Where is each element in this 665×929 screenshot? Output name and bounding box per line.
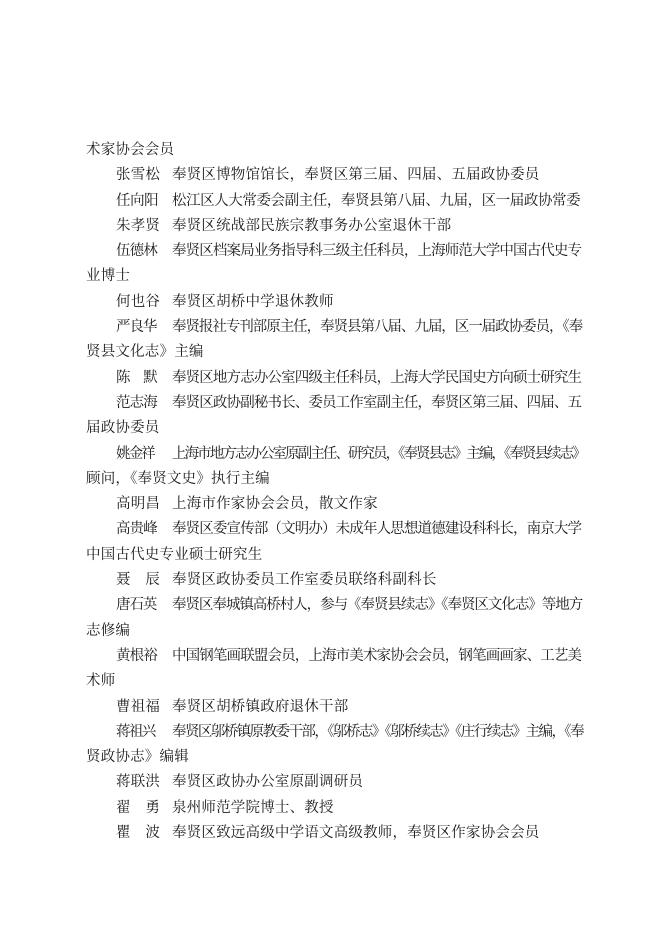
contributor-description: 奉贤区博物馆馆长，奉贤区第三届、四届、五届政协委员 <box>172 167 540 184</box>
contributor-entry <box>86 796 578 821</box>
contributor-name: 瞿 波 <box>116 825 161 842</box>
contributor-name: 任向阳 <box>116 192 159 209</box>
contributor-description: 奉贤区委宣传部（文明办）未成年人思想道德建设科科长，南京大学 <box>172 521 582 538</box>
contributor-name: 伍德林 <box>116 243 157 260</box>
contributor-name: 范志海 <box>116 394 157 411</box>
contributor-name: 何也谷 <box>116 293 161 310</box>
contributor-entry <box>86 391 582 416</box>
contributor-entry <box>86 163 578 188</box>
contributor-name: 曹祖福 <box>116 698 161 715</box>
contributor-description: 奉贤区统战部民族宗教事务办公室退休干部 <box>172 217 452 234</box>
continuation-line <box>86 543 578 568</box>
contributor-entry <box>86 366 582 391</box>
contributor-description: 中国古代史专业硕士研究生 <box>86 546 263 563</box>
contributor-name: 朱孝贤 <box>116 217 161 234</box>
contributor-description: 业博士 <box>86 268 131 285</box>
continuation-line <box>86 264 578 289</box>
contributor-entry <box>86 239 582 264</box>
continuation-line <box>86 467 578 492</box>
contributor-entry <box>86 214 578 239</box>
contributor-entry <box>86 568 578 593</box>
continuation-line <box>86 745 578 770</box>
contributor-name: 黄根裕 <box>116 647 157 664</box>
contributor-name: 翟 勇 <box>116 799 161 816</box>
contributor-name: 聂 辰 <box>116 572 161 589</box>
contributor-description: 奉贤报社专刊部原主任，奉贤县第八届、九届，区一届政协委员，《奉 <box>172 319 583 336</box>
contributor-description: 奉贤区政协办公室原副调研员 <box>172 774 364 791</box>
contributor-entry <box>86 593 583 618</box>
continuation-line <box>86 340 578 365</box>
contributor-name: 蒋联洪 <box>116 774 161 791</box>
contributor-description: 松江区人大常委会副主任，奉贤县第八届、九届，区一届政协常委 <box>172 192 581 209</box>
contributor-description: 奉贤区致远高级中学语文高级教师，奉贤区作家协会会员 <box>172 825 540 842</box>
contributor-name: 姚金祥 <box>116 445 154 462</box>
contributor-entry <box>86 492 578 517</box>
contributors-list <box>86 138 585 846</box>
continuation-line <box>86 619 578 644</box>
contributor-name: 高贵峰 <box>116 521 157 538</box>
contributor-name: 严良华 <box>116 319 157 336</box>
contributor-name: 蒋祖兴 <box>116 723 155 740</box>
contributor-entry <box>86 695 578 720</box>
contributor-description: 志修编 <box>86 622 131 639</box>
contributor-name: 陈 默 <box>116 369 157 386</box>
contributor-description: 奉贤区奉城镇高桥村人，参与《奉贤县续志》《奉贤区文化志》等地方 <box>172 597 583 614</box>
contributor-description: 泉州师范学院博士、教授 <box>172 799 334 816</box>
contributor-name: 张雪松 <box>116 167 161 184</box>
contributor-description: 中国钢笔画联盟会员，上海市美术家协会会员，钢笔画画家、工艺美 <box>172 647 582 664</box>
continuation-line <box>86 416 578 441</box>
contributor-entry <box>86 720 584 745</box>
continuation-line <box>86 669 578 694</box>
contributor-entry <box>86 290 578 315</box>
contributor-description: 奉贤区邬桥镇原教委干部，《邬桥志》《邬桥续志》《庄行续志》主编，《奉 <box>172 723 584 740</box>
contributor-description: 届政协委员 <box>86 420 160 437</box>
contributor-description: 上海市地方志办公室原副主任、研究员，《奉贤县志》主编，《奉贤县续志》 <box>172 445 585 462</box>
contributor-description: 贤政协志》编辑 <box>86 749 189 766</box>
contributor-description: 奉贤区胡桥中学退休教师 <box>172 293 334 310</box>
contributor-description: 奉贤区胡桥镇政府退休干部 <box>172 698 349 715</box>
contributor-entry <box>86 517 582 542</box>
contributor-description: 上海市作家协会会员，散文作家 <box>172 496 378 513</box>
contributor-entry <box>86 821 578 846</box>
contributor-entry <box>86 770 578 795</box>
continuation-line <box>86 138 578 163</box>
contributor-description: 术家协会会员 <box>86 142 175 158</box>
contributor-description: 奉贤区地方志办公室四级主任科员，上海大学民国史方向硕士研究生 <box>172 369 582 386</box>
contributor-entry <box>86 315 583 340</box>
contributor-description: 顾问，《奉贤文史》执行主编 <box>86 470 270 487</box>
contributor-name: 高明昌 <box>116 496 161 513</box>
contributor-entry <box>86 189 581 214</box>
contributor-name: 唐石英 <box>116 597 157 614</box>
contributor-entry <box>86 644 582 669</box>
contributor-description: 术师 <box>86 673 116 690</box>
contributor-description: 奉贤区档案局业务指导科三级主任科员，上海师范大学中国古代史专 <box>172 243 582 260</box>
contributor-description: 贤县文化志》主编 <box>86 344 204 361</box>
contributor-description: 奉贤区政协副秘书长、委员工作室副主任，奉贤区第三届、四届、五 <box>172 394 582 411</box>
contributor-entry <box>86 442 585 467</box>
contributor-description: 奉贤区政协委员工作室委员联络科副科长 <box>172 572 437 589</box>
